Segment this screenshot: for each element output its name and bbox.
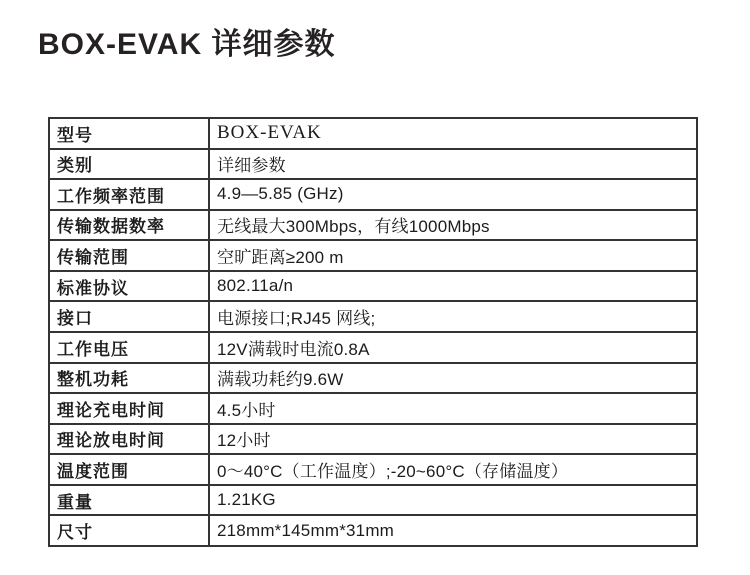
table-row bbox=[49, 424, 697, 455]
spec-value: 详细参数 bbox=[209, 149, 697, 180]
spec-label: 型号 bbox=[49, 118, 209, 149]
table-row bbox=[49, 210, 697, 241]
page-title: BOX-EVAK 详细参数 bbox=[38, 28, 336, 61]
spec-label: 温度范围 bbox=[49, 454, 209, 485]
spec-label: 整机功耗 bbox=[49, 363, 209, 394]
spec-table bbox=[48, 117, 698, 547]
spec-label: 工作电压 bbox=[49, 332, 209, 363]
spec-value: BOX-EVAK bbox=[209, 118, 697, 149]
spec-value: 无线最大300Mbps，有线1000Mbps bbox=[209, 210, 697, 241]
spec-label: 工作频率范围 bbox=[49, 179, 209, 210]
table-row bbox=[49, 515, 697, 546]
table-row bbox=[49, 363, 697, 394]
spec-label: 尺寸 bbox=[49, 515, 209, 546]
spec-value: 0～40°C（工作温度）;-20~60°C（存储温度） bbox=[209, 454, 697, 485]
spec-label: 重量 bbox=[49, 485, 209, 516]
table-row bbox=[49, 454, 697, 485]
table-row bbox=[49, 332, 697, 363]
table-row bbox=[49, 118, 697, 149]
spec-value: 空旷距离≥200 m bbox=[209, 240, 697, 271]
spec-label: 传输数据数率 bbox=[49, 210, 209, 241]
spec-label: 理论放电时间 bbox=[49, 424, 209, 455]
spec-value: 4.5小时 bbox=[209, 393, 697, 424]
spec-value: 满载功耗约9.6W bbox=[209, 363, 697, 394]
spec-label: 标准协议 bbox=[49, 271, 209, 302]
spec-value: 218mm*145mm*31mm bbox=[209, 515, 697, 546]
table-row bbox=[49, 179, 697, 210]
spec-value: 电源接口;RJ45 网线; bbox=[209, 301, 697, 332]
spec-value: 12V满载时电流0.8A bbox=[209, 332, 697, 363]
spec-value: 1.21KG bbox=[209, 485, 697, 516]
table-row bbox=[49, 240, 697, 271]
spec-value: 802.11a/n bbox=[209, 271, 697, 302]
spec-value: 4.9—5.85 (GHz) bbox=[209, 179, 697, 210]
spec-label: 类别 bbox=[49, 149, 209, 180]
spec-label: 接口 bbox=[49, 301, 209, 332]
table-row bbox=[49, 485, 697, 516]
table-row bbox=[49, 393, 697, 424]
table-row bbox=[49, 301, 697, 332]
table-row bbox=[49, 149, 697, 180]
table-row bbox=[49, 271, 697, 302]
spec-label: 传输范围 bbox=[49, 240, 209, 271]
spec-value: 12小时 bbox=[209, 424, 697, 455]
spec-label: 理论充电时间 bbox=[49, 393, 209, 424]
